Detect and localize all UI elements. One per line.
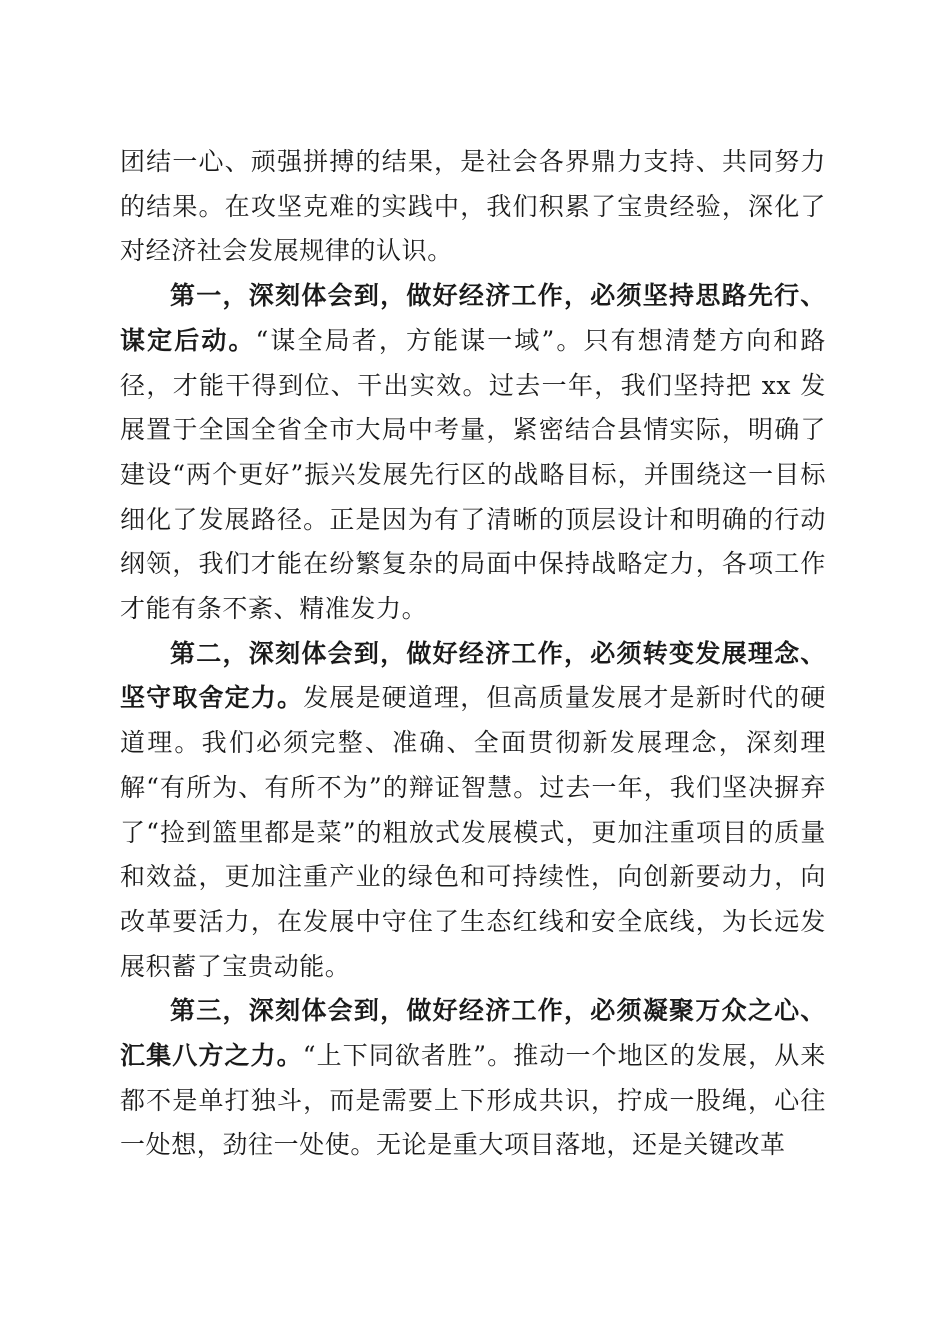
paragraph-lead: 第三，深刻体会到，做好经济工作，必须凝聚万众之心、汇集八方之力。 (120, 996, 826, 1071)
paragraph-text: “上下同欲者胜”。推动一个地区的发展，从来都不是单打独斗，而是需要上下形成共识，拧成一股绳，心往一处想，劲往一处使。无论是重大项目落地，还是关键改革 (120, 1041, 826, 1160)
paragraph-second-insight (120, 632, 826, 990)
paragraph-lead: 第二，深刻体会到，做好经济工作，必须转变发展理念、坚守取舍定力。 (120, 638, 826, 713)
paragraph-lead: 第一，深刻体会到，做好经济工作，必须坚持思路先行、谋定后动。 (120, 281, 826, 355)
paragraph-text: 发展是硬道理，但高质量发展才是新时代的硬道理。我们必须完整、准确、全面贯彻新发展理念，深刻理解“有所为、有所不为”的辩证智慧。过去一年，我们坚决摒弃了“捡到篮里都是菜”的粗放式发展模式，更加注重项目的质量和效益，更加注重产业的绿色和可持续性，向创新要动力，向改革要活力，在发展中守住了生态红线和安全底线，为长远发展积蓄了宝贵动能。 (120, 683, 826, 981)
paragraph-text: “谋全局者，方能谋一域”。只有想清楚方向和路径，才能干得到位、干出实效。过去一年，我们坚持把 xx 发展置于全国全省全市大局中考量，紧密结合县情实际，明确了建设“两个更好”振兴发展先行区的战略目标，并围绕这一目标细化了发展路径。正是因为有了清晰的顶层设计和明确的行动纲领，我们才能在纷繁复杂的局面中保持战略定力，各项工作才能有条不紊、精准发力。 (120, 325, 826, 624)
document-body (120, 140, 826, 1168)
paragraph-first-insight (120, 274, 826, 632)
paragraph-third-insight (120, 989, 826, 1168)
paragraph-continuation (120, 140, 826, 274)
paragraph-text: 团结一心、顽强拼搏的结果，是社会各界鼎力支持、共同努力的结果。在攻坚克难的实践中，我们积累了宝贵经验，深化了对经济社会发展规律的认识。 (120, 147, 826, 266)
